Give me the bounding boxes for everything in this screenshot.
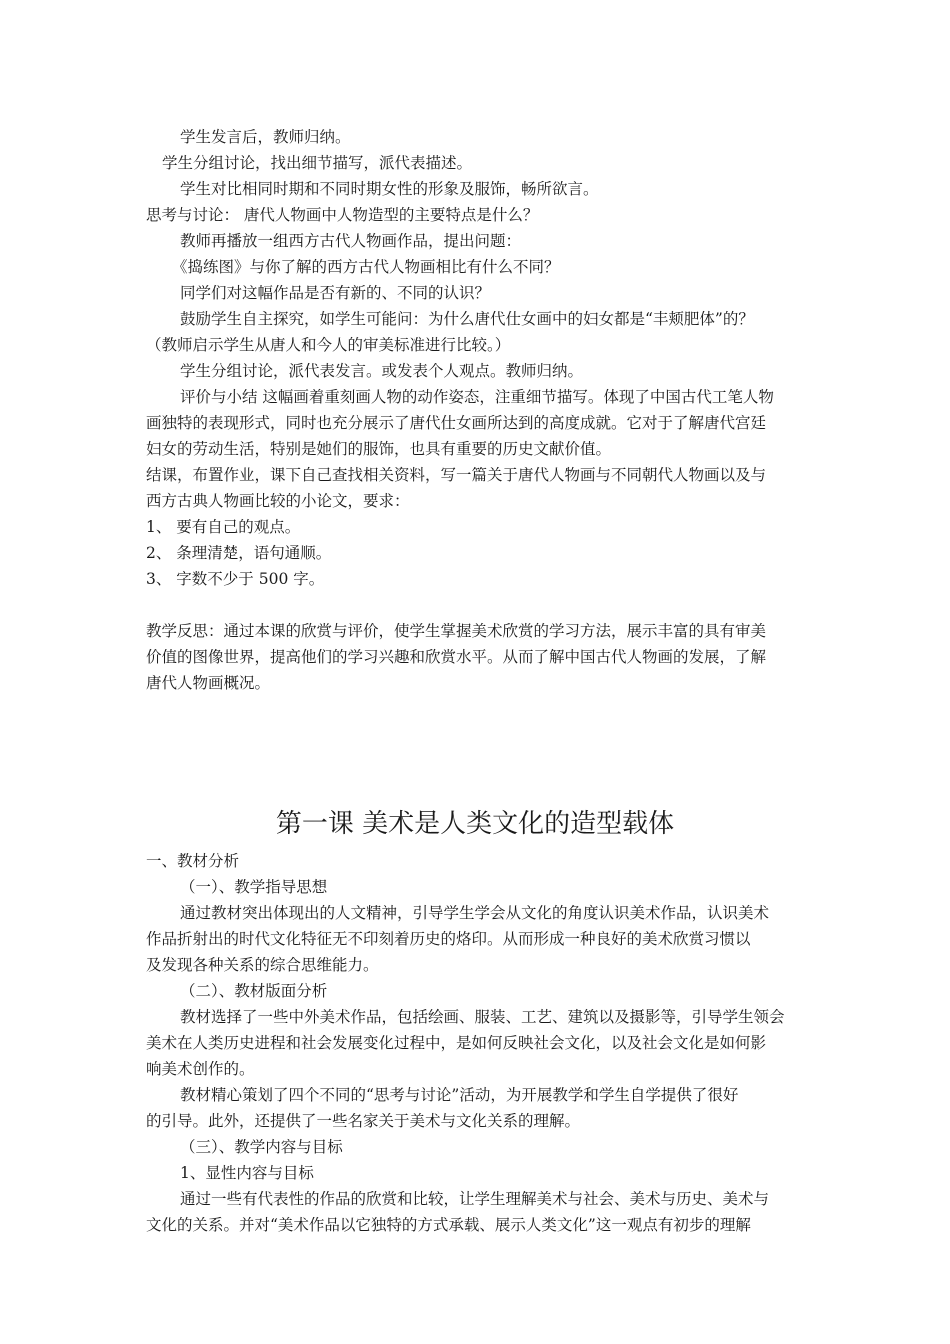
paragraph-line: 教学反思：通过本课的欣赏与评价，使学生掌握美术欣赏的学习方法，展示丰富的具有审美 xyxy=(146,622,767,640)
paragraph-line: 评价与小结 这幅画着重刻画人物的动作姿态，注重细节描写。体现了中国古代工笔人物 xyxy=(180,388,774,406)
paragraph-line: 美术在人类历史进程和社会发展变化过程中，是如何反映社会文化，以及社会文化是如何影 xyxy=(146,1034,767,1052)
paragraph-line: 教材选择了一些中外美术作品，包括绘画、服装、工艺、建筑以及摄影等，引导学生领会 xyxy=(180,1008,785,1026)
paragraph-line: 结课，布置作业，课下自己查找相关资料，写一篇关于唐代人物画与不同朝代人物画以及与 xyxy=(146,466,767,484)
paragraph-line: 鼓励学生自主探究，如学生可能问：为什么唐代仕女画中的妇女都是“丰颊肥体”的？ xyxy=(180,310,754,328)
paragraph-line: （教师启示学生从唐人和今人的审美标准进行比较。） xyxy=(146,336,511,354)
list-item: 1、 要有自己的观点。 xyxy=(146,518,301,536)
paragraph-line: 思考与讨论： 唐代人物画中人物造型的主要特点是什么？ xyxy=(146,206,539,224)
section-heading: 一、教材分析 xyxy=(146,852,240,870)
subsection-heading: （三）、教学内容与目标 xyxy=(180,1138,343,1156)
paragraph-line: 作品折射出的时代文化特征无不印刻着历史的烙印。从而形成一种良好的美术欣赏习惯以 xyxy=(146,930,751,948)
paragraph-line: 教材精心策划了四个不同的“思考与讨论”活动，为开展教学和学生自学提供了很好 xyxy=(180,1086,739,1104)
paragraph-line: 响美术创作的。 xyxy=(146,1060,255,1078)
paragraph-line: 学生发言后，教师归纳。 xyxy=(180,128,351,146)
paragraph-line: 西方古典人物画比较的小论文，要求： xyxy=(146,492,410,510)
paragraph-line: 学生分组讨论，找出细节描写，派代表描述。 xyxy=(162,154,473,172)
paragraph-line: 教师再播放一组西方古代人物画作品，提出问题： xyxy=(180,232,522,250)
subsection-heading: 1、显性内容与目标 xyxy=(180,1164,314,1182)
lesson-title: 第一课 美术是人类文化的造型载体 xyxy=(275,809,675,839)
paragraph-line: 学生对比相同时期和不同时期女性的形象及服饰，畅所欲言。 xyxy=(180,180,599,198)
paragraph-line: 及发现各种关系的综合思维能力。 xyxy=(146,956,379,974)
subsection-heading: （二）、教材版面分析 xyxy=(180,982,328,1000)
paragraph-line: 同学们对这幅作品是否有新的、不同的认识？ xyxy=(180,284,491,302)
paragraph-line: 的引导。此外，还提供了一些名家关于美术与文化关系的理解。 xyxy=(146,1112,581,1130)
paragraph-line: 学生分组讨论，派代表发言。或发表个人观点。教师归纳。 xyxy=(180,362,584,380)
list-item: 3、 字数不少于 500 字。 xyxy=(146,570,325,588)
paragraph-line: 唐代人物画概况。 xyxy=(146,674,271,692)
paragraph-line: 妇女的劳动生活，特别是她们的服饰，也具有重要的历史文献价值。 xyxy=(146,440,612,458)
paragraph-line: 画独特的表现形式，同时也充分展示了唐代仕女画所达到的高度成就。它对于了解唐代宫廷 xyxy=(146,414,767,432)
paragraph-line: 价值的图像世界，提高他们的学习兴趣和欣赏水平。从而了解中国古代人物画的发展，了解 xyxy=(146,648,767,666)
paragraph-line: 《捣练图》与你了解的西方古代人物画相比有什么不同？ xyxy=(172,258,560,276)
subsection-heading: （一）、教学指导思想 xyxy=(180,878,328,896)
paragraph-line: 通过教材突出体现出的人文精神，引导学生学会从文化的角度认识美术作品，认识美术 xyxy=(180,904,770,922)
list-item: 2、 条理清楚，语句通顺。 xyxy=(146,544,332,562)
paragraph-line: 文化的关系。并对“美术作品以它独特的方式承载、展示人类文化”这一观点有初步的理解 xyxy=(146,1216,751,1234)
paragraph-line: 通过一些有代表性的作品的欣赏和比较，让学生理解美术与社会、美术与历史、美术与 xyxy=(180,1190,770,1208)
